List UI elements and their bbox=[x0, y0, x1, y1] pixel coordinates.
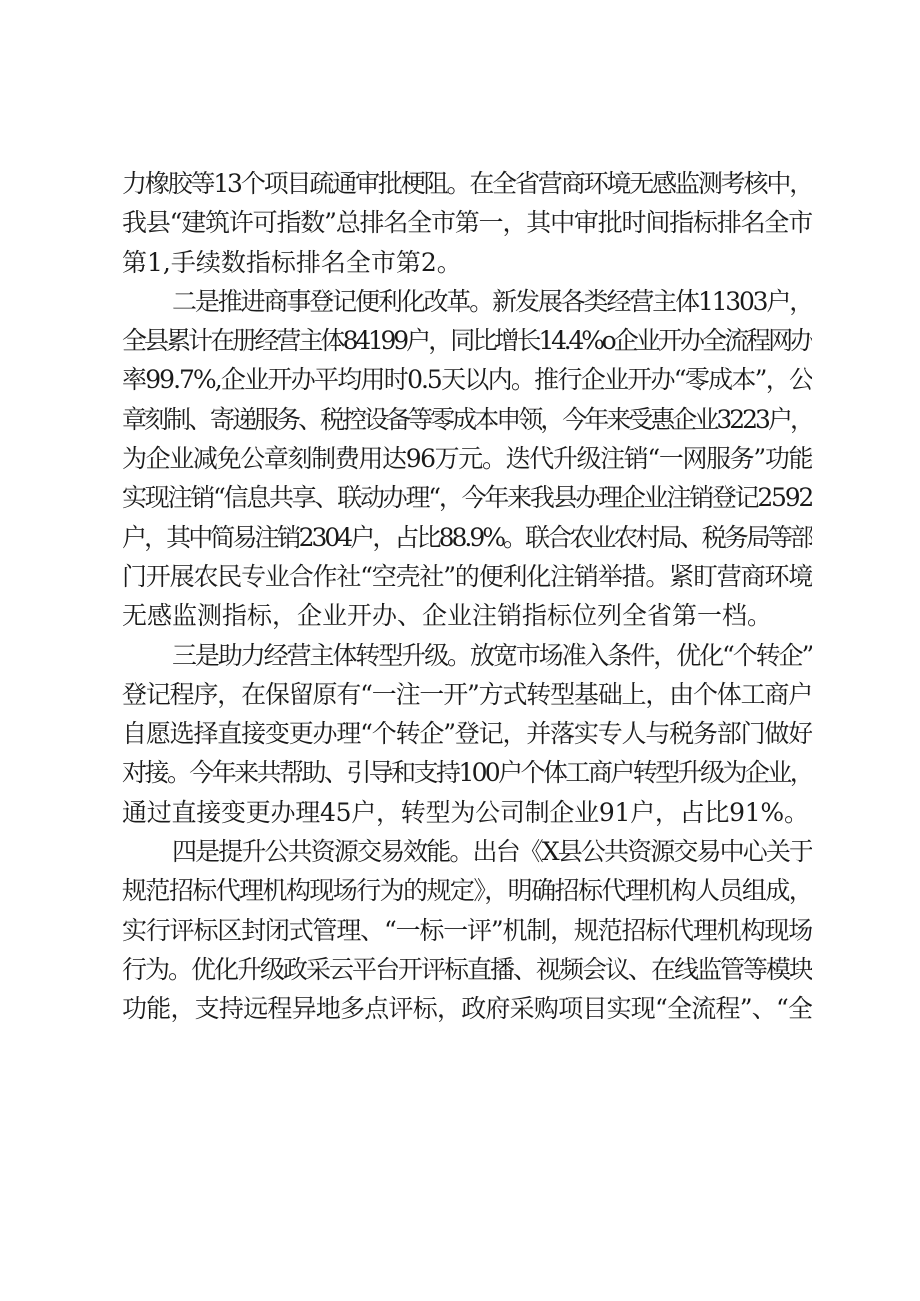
paragraph-line: 力橡胶等13个项目疏通审批梗阻。在全省营商环境无感监测考核中， bbox=[122, 169, 812, 198]
paragraph-line: 对接。今年来共帮助、引导和支持100户个体工商户转型升级为企业， bbox=[122, 758, 812, 788]
paragraph-line: 为企业减免公章刻制费用达96万元。迭代升级注销“一网服务”功能 bbox=[122, 444, 812, 474]
paragraph-line: 率99.7%,企业开办平均用时0.5天以内。推行企业开办“零成本”，公 bbox=[122, 365, 812, 395]
paragraph-line: 功能，支持远程异地多点评标，政府采购项目实现“全流程”、“全 bbox=[122, 994, 812, 1024]
paragraph-line: 行为。优化升级政采云平台开评标直播、视频会议、在线监管等模块 bbox=[122, 954, 812, 984]
document-body bbox=[122, 164, 812, 1029]
paragraph-line: 规范招标代理机构现场行为的规定》，明确招标代理机构人员组成， bbox=[122, 876, 812, 906]
paragraph-line: 章刻制、寄递服务、税控设备等零成本申领，今年来受惠企业3223户， bbox=[122, 404, 812, 434]
paragraph-line: 我县“建筑许可指数”总排名全市第一，其中审批时间指标排名全市 bbox=[122, 208, 812, 238]
paragraph-line: 户，其中简易注销2304户，占比88.9%。联合农业农村局、税务局等部 bbox=[122, 522, 812, 552]
paragraph-line: 第1,手续数指标排名全市第2。 bbox=[122, 247, 462, 277]
paragraph-line: 无感监测指标，企业开办、企业注销指标位列全省第一档。 bbox=[122, 601, 773, 631]
paragraph-line: 四是提升公共资源交易效能。出台《X县公共资源交易中心关于 bbox=[172, 837, 812, 867]
paragraph-line: 自愿选择直接变更办理“个转企”登记，并落实专人与税务部门做好 bbox=[122, 719, 812, 749]
paragraph-line: 实现注销“信息共享、联动办理“，今年来我县办理企业注销登记2592 bbox=[122, 483, 812, 513]
paragraph-line: 实行评标区封闭式管理、“一标一评”机制，规范招标代理机构现场 bbox=[122, 915, 812, 945]
paragraph-line: 三是助力经营主体转型升级。放宽市场准入条件，优化“个转企” bbox=[172, 640, 812, 670]
paragraph-line: 全县累计在册经营主体84199户，同比增长14.4%o企业开办全流程网办 bbox=[122, 326, 812, 356]
paragraph-line: 通过直接变更办理45户，转型为公司制企业91户，占比91%。 bbox=[122, 797, 809, 827]
paragraph-line: 登记程序，在保留原有“一注一开”方式转型基础上，由个体工商户 bbox=[122, 679, 812, 709]
paragraph-line: 二是推进商事登记便利化改革。新发展各类经营主体11303户， bbox=[172, 286, 812, 316]
paragraph-line: 门开展农民专业合作社“空壳社”的便利化注销举措。紧盯营商环境 bbox=[122, 561, 812, 591]
